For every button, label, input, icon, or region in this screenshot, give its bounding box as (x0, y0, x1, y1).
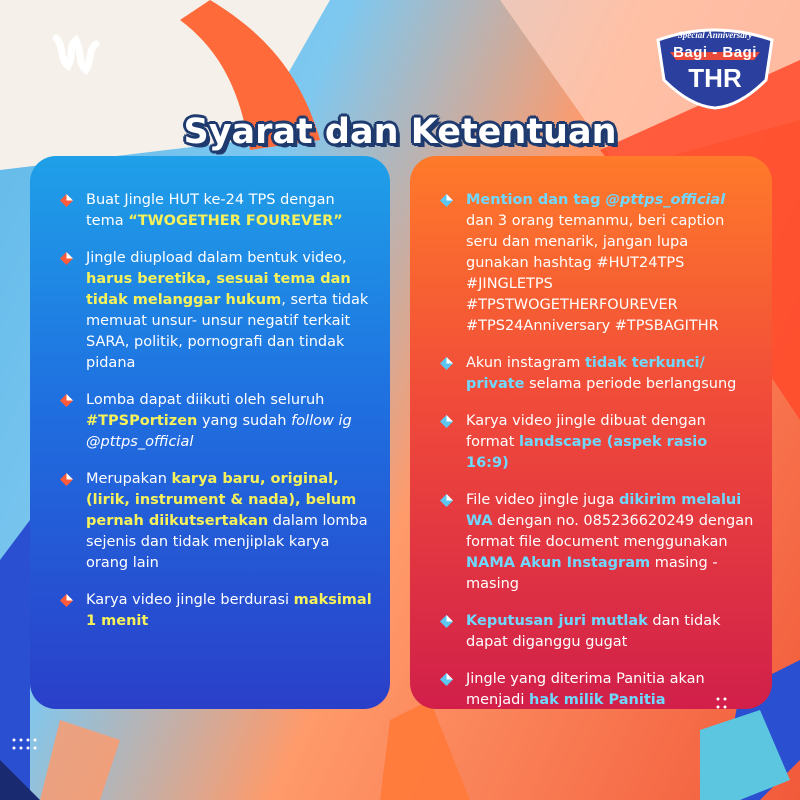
diamond-bullet-icon (440, 615, 453, 628)
item-text: Jingle diupload dalam bentuk video, (86, 250, 347, 266)
bg-shape-blue-left (0, 520, 30, 800)
item-italic: @pttps_official (605, 192, 726, 208)
item-text: selama periode berlangsung (524, 376, 737, 392)
badge-subtitle: Special Anniversary (677, 30, 753, 40)
badge-line-1: Bagi - Bagi (673, 44, 757, 61)
list-item (440, 669, 754, 711)
item-text: dalam lomba sejenis dan tidak menjiplak karya orang lain (86, 513, 368, 571)
terms-list-right (440, 190, 754, 711)
diamond-bullet-icon (440, 357, 453, 370)
diamond-bullet-icon (60, 252, 73, 265)
anniversary-badge (650, 20, 780, 110)
item-text: File video jingle juga (466, 492, 620, 508)
item-text: Lomba dapat diikuti oleh seluruh (86, 392, 325, 408)
item-highlight: karya baru, original, (lirik, instrument & nada), belum pernah diikutsertakan (86, 471, 357, 529)
list-item (60, 390, 372, 453)
item-text: , serta tidak memuat unsur- unsur negatif terkait SARA, politik, pornografi dan tindak pidana (86, 292, 369, 371)
item-text: Merupakan (86, 471, 172, 487)
list-item (60, 590, 372, 632)
diamond-bullet-icon (60, 594, 73, 607)
list-item (60, 248, 372, 374)
list-item (440, 353, 754, 395)
terms-list-left (60, 190, 372, 632)
item-text: Akun instagram (466, 355, 585, 371)
item-highlight: Keputusan juri mutlak (466, 613, 648, 629)
list-item (60, 190, 372, 232)
item-highlight: NAMA Akun Instagram (466, 555, 651, 571)
item-highlight: dikirim melalui WA (466, 492, 742, 529)
diamond-bullet-icon (440, 673, 453, 686)
terms-panel-left (30, 156, 390, 709)
item-text: Karya video jingle dibuat dengan format (466, 413, 706, 450)
item-highlight: landscape (aspek rasio 16:9) (466, 434, 708, 471)
item-highlight: #TPSPortizen (86, 413, 198, 429)
diamond-bullet-icon (440, 415, 453, 428)
list-item (60, 469, 372, 574)
diamond-bullet-icon (60, 394, 73, 407)
item-italic: follow ig @pttps_official (86, 413, 352, 450)
item-highlight: “TWOGETHER FOUREVER” (128, 213, 343, 229)
item-text: yang sudah (197, 413, 292, 429)
item-text: dan tidak dapat diganggu gugat (466, 613, 721, 650)
dot-grid-icon (716, 697, 730, 711)
item-text: Buat Jingle HUT ke-24 TPS dengan tema (86, 192, 335, 229)
item-text: dan 3 orang temanmu, beri caption seru dan menarik, jangan lupa gunakan hashtag #HUT24TPS #JINGLETPS #TPSTWOGETHERFOUREVER #TPS24Anniversary #TPSBAGITHR (466, 213, 725, 334)
badge-line-2: THR (688, 63, 742, 93)
diamond-bullet-icon (440, 494, 453, 507)
item-text: Karya video jingle berdurasi (86, 592, 294, 608)
diamond-bullet-icon (440, 194, 453, 207)
list-item (440, 190, 754, 337)
brand-logo-icon (48, 26, 104, 96)
item-highlight: harus beretika, sesuai tema dan tidak melanggar hukum (86, 271, 351, 308)
terms-panel-right (410, 156, 772, 709)
item-text: dengan no. 085236620249 dengan format file document menggunakan (466, 513, 754, 550)
list-item (440, 490, 754, 595)
page-title: Syarat dan Ketentuan (183, 112, 617, 152)
bg-shape-orange-bottom (380, 700, 470, 800)
item-text: masing - masing (466, 555, 718, 592)
item-highlight: hak milik Panitia (529, 692, 666, 708)
dot-grid-icon (12, 738, 42, 752)
item-text: Jingle yang diterima Panitia akan menjadi (466, 671, 705, 708)
diamond-bullet-icon (60, 194, 73, 207)
item-highlight: Mention dan tag (466, 192, 606, 208)
item-highlight: maksimal 1 menit (86, 592, 372, 629)
bg-shape-salmon-bottom (40, 720, 120, 800)
diamond-bullet-icon (60, 473, 73, 486)
list-item (440, 611, 754, 653)
item-highlight: tidak terkunci/ private (466, 355, 705, 392)
list-item (440, 411, 754, 474)
